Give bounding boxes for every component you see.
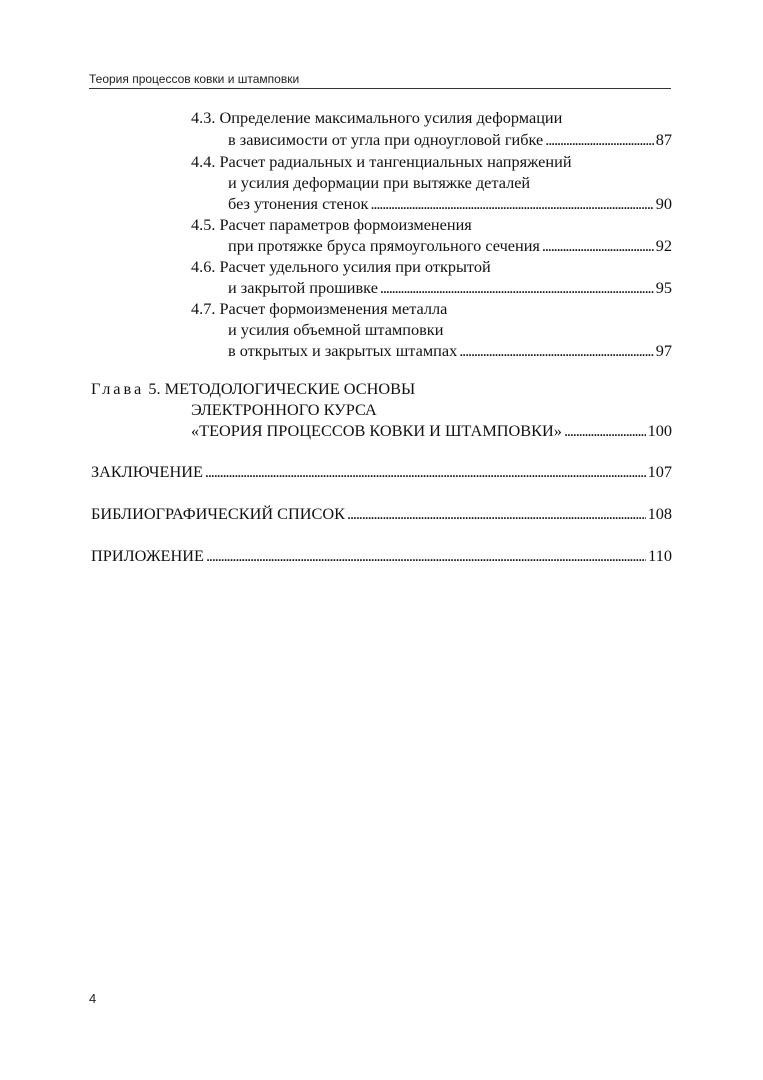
toc-4-6-page: 95	[655, 278, 672, 297]
running-header: Теория процессов ковки и штамповки	[89, 72, 671, 89]
toc-entry-4-3[interactable]	[228, 129, 672, 151]
toc-appendix-title: ПРИЛОЖЕНИЕ	[91, 546, 204, 565]
toc-4-3-title-cont: в зависимости от угла при одноугловой гибке	[228, 130, 544, 149]
toc-4-7-title: 4.7. Расчет формоизменения металла	[191, 299, 448, 318]
toc-entry-conclusion[interactable]	[91, 461, 672, 483]
toc-4-5-page: 92	[655, 236, 672, 255]
toc-4-4-title-cont: и усилия деформации при вытяжке деталей	[228, 173, 531, 192]
toc-4-6-title-cont: и закрытой прошивке	[228, 278, 378, 297]
toc-entry-4-4[interactable]	[228, 193, 672, 215]
dot-leader	[564, 420, 646, 442]
toc-conclusion-page: 107	[647, 462, 672, 481]
toc-chapter-5-page: 100	[647, 421, 672, 440]
toc-entry-chapter-5[interactable]	[191, 420, 672, 442]
dot-leader	[205, 461, 646, 483]
toc-chapter-5-course-title: «ТЕОРИЯ ПРОЦЕССОВ КОВКИ И ШТАМПОВКИ»	[191, 421, 562, 440]
toc-4-4-title-end: без утонения стенок	[228, 194, 369, 213]
toc-chapter-5-title-cont: ЭЛЕКТРОННОГО КУРСА	[191, 400, 377, 419]
toc-bibliography-title: БИБЛИОГРАФИЧЕСКИЙ СПИСОК	[91, 504, 346, 523]
dot-leader	[459, 340, 654, 362]
dot-leader	[380, 277, 654, 299]
toc-chapter-5-title	[91, 378, 415, 400]
dot-leader	[347, 503, 646, 525]
toc-4-3-page: 87	[655, 130, 672, 149]
toc-entry-4-7[interactable]	[228, 340, 672, 362]
chapter-prefix: Глава	[91, 379, 145, 398]
toc-4-4-title: 4.4. Расчет радиальных и тангенциальных напряжений	[191, 152, 572, 171]
toc-entry-4-5[interactable]	[228, 235, 672, 257]
toc-4-4-page: 90	[655, 194, 672, 213]
toc-conclusion-title: ЗАКЛЮЧЕНИЕ	[91, 462, 203, 481]
toc-4-7-title-end: в открытых и закрытых штампах	[228, 341, 458, 360]
toc-4-7-page: 97	[655, 341, 672, 360]
toc-bibliography-page: 108	[647, 504, 672, 523]
dot-leader	[370, 193, 653, 215]
toc-4-5-title: 4.5. Расчет параметров формоизменения	[191, 215, 472, 234]
toc-entry-appendix[interactable]	[91, 545, 672, 567]
toc-appendix-page: 110	[648, 546, 672, 565]
toc-entry-4-6[interactable]	[228, 277, 672, 299]
toc-4-5-title-cont: при протяжке бруса прямоугольного сечения	[228, 236, 540, 255]
chapter-number-title: 5. МЕТОДОЛОГИЧЕСКИЕ ОСНОВЫ	[148, 379, 416, 398]
toc-4-7-title-cont: и усилия объемной штамповки	[228, 320, 444, 339]
dot-leader	[545, 129, 653, 151]
toc-4-3-title: 4.3. Определение максимального усилия деформации	[191, 108, 563, 127]
toc-4-6-title: 4.6. Расчет удельного усилия при открытой	[191, 257, 491, 276]
page-number: 4	[89, 991, 97, 1006]
dot-leader	[542, 235, 654, 257]
dot-leader	[206, 545, 646, 567]
toc-entry-bibliography[interactable]	[91, 503, 672, 525]
